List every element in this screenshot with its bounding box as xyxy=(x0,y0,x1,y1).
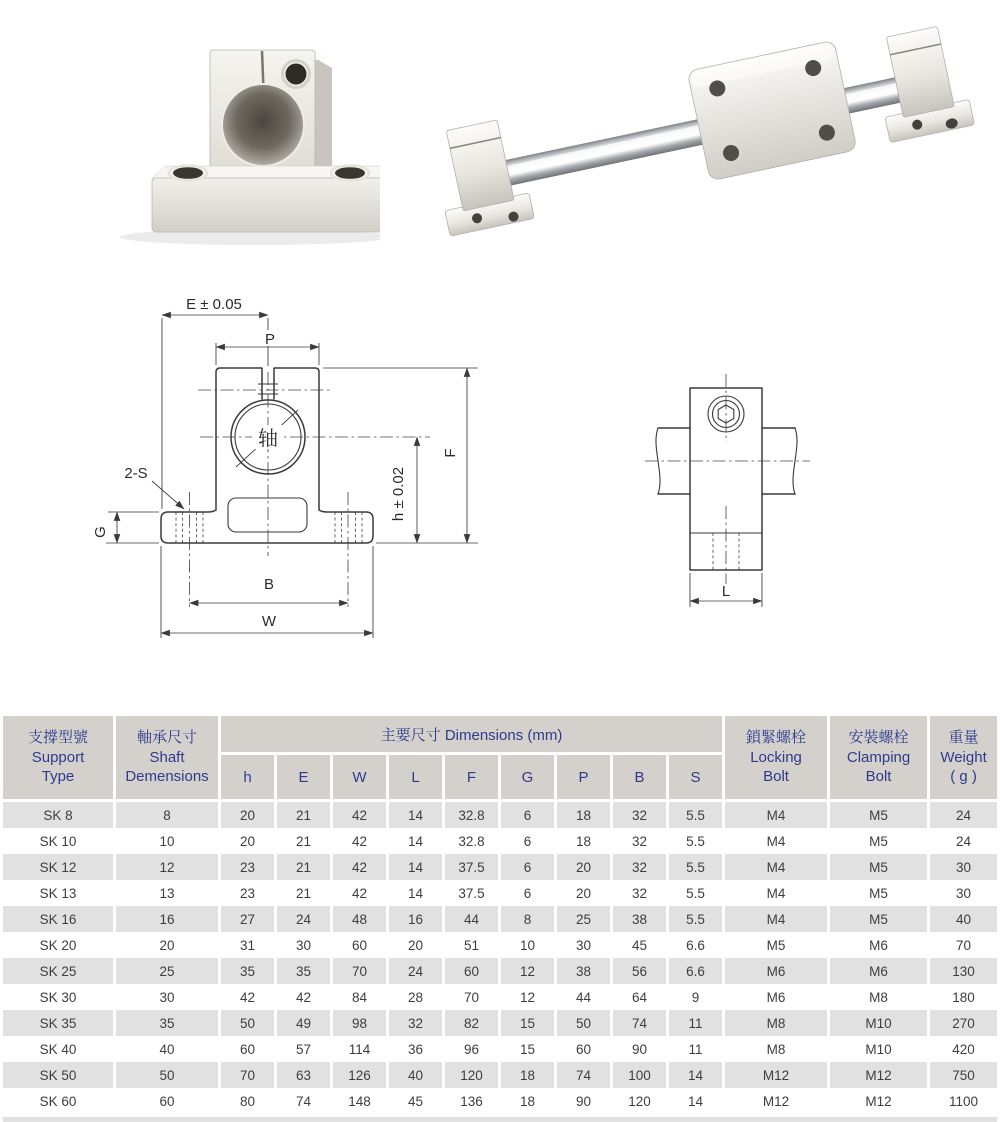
cell-value: 1100 xyxy=(927,1088,997,1114)
cell-value: 6 xyxy=(498,799,554,828)
table-row xyxy=(3,854,997,880)
cell-value: 38 xyxy=(610,906,666,932)
cell-model: SK 35 xyxy=(3,1010,113,1036)
col-header-locking-bolt xyxy=(722,716,827,799)
clamping-en1: Clamping xyxy=(846,748,911,766)
col-header-W: W xyxy=(330,755,386,799)
cell-value: 32 xyxy=(610,854,666,880)
cell-value: 56 xyxy=(610,958,666,984)
cell-value: 24 xyxy=(386,958,442,984)
cell-value: 14 xyxy=(666,1062,722,1088)
cell-value: M5 xyxy=(827,906,927,932)
cell-value: 18 xyxy=(498,1062,554,1088)
cell-value: M6 xyxy=(722,984,827,1010)
cell-value: 31 xyxy=(218,932,274,958)
cell-value: 24 xyxy=(927,828,997,854)
assembly-image xyxy=(400,0,1000,260)
cell-value: M10 xyxy=(827,1036,927,1062)
cell-value: 42 xyxy=(274,984,330,1010)
weight-en2: ( g ) xyxy=(950,768,977,786)
cell-value: 20 xyxy=(218,799,274,828)
cell-value: 20 xyxy=(386,932,442,958)
col-header-S: S xyxy=(666,755,722,799)
cell-value: M4 xyxy=(722,799,827,828)
cell-model: SK 8 xyxy=(3,799,113,828)
cell-value: 60 xyxy=(330,932,386,958)
col-header-L: L xyxy=(386,755,442,799)
cell-value: 74 xyxy=(554,1062,610,1088)
cell-value: 6.6 xyxy=(666,932,722,958)
dim-label-h: h ± 0.02 xyxy=(390,466,407,522)
cell-value: M8 xyxy=(722,1036,827,1062)
cell-value: 42 xyxy=(330,799,386,828)
cell-value: 25 xyxy=(554,906,610,932)
cell-value: 21 xyxy=(274,880,330,906)
cell-value: 420 xyxy=(927,1036,997,1062)
product-photo-assembly xyxy=(400,0,1000,260)
cell-value: M4 xyxy=(722,880,827,906)
table-row xyxy=(3,1010,997,1036)
support-bracket-image xyxy=(60,10,380,250)
cell-value: 49 xyxy=(274,1010,330,1036)
cell-value: 5.5 xyxy=(666,828,722,854)
cell-value: 60 xyxy=(218,1036,274,1062)
weight-zh: 重量 xyxy=(948,729,979,747)
cell-model: SK 16 xyxy=(3,906,113,932)
cell-value: 16 xyxy=(113,906,218,932)
cell-value: 180 xyxy=(927,984,997,1010)
col-header-clamping-bolt xyxy=(827,716,927,799)
cell-value: 20 xyxy=(113,932,218,958)
cell-value: 40 xyxy=(386,1062,442,1088)
shaft-en1: Shaft xyxy=(149,748,185,766)
cell-value: 24 xyxy=(274,906,330,932)
cell-model: SK 10 xyxy=(3,828,113,854)
cell-value: 90 xyxy=(610,1036,666,1062)
cell-value: 30 xyxy=(554,932,610,958)
cell-value: 80 xyxy=(218,1088,274,1114)
cell-value: M5 xyxy=(827,828,927,854)
right-hole-hidden-lines xyxy=(335,512,362,543)
dim-label-2s: 2-S xyxy=(124,465,148,482)
cell-value: M6 xyxy=(827,958,927,984)
cell-value: M4 xyxy=(722,906,827,932)
support-type-zh: 支撐型號 xyxy=(27,729,88,747)
mount-hole-right xyxy=(335,167,365,179)
side-view-svg xyxy=(630,365,830,610)
extension-lines xyxy=(106,318,478,638)
cell-value: 5.5 xyxy=(666,799,722,828)
cell-value: 12 xyxy=(498,958,554,984)
cell-value: 32 xyxy=(610,799,666,828)
cell-value: 30 xyxy=(274,932,330,958)
cell-value: 32 xyxy=(610,828,666,854)
cell-value: 84 xyxy=(330,984,386,1010)
cell-value: 50 xyxy=(554,1010,610,1036)
table-row xyxy=(3,1088,997,1114)
cell-value: 14 xyxy=(666,1088,722,1114)
cell-value: 60 xyxy=(442,958,498,984)
cell-value: 42 xyxy=(330,854,386,880)
col-header-dimensions-group: 主要尺寸 Dimensions (mm) xyxy=(218,716,722,755)
leader-2s xyxy=(152,481,184,509)
cell-value: M5 xyxy=(827,880,927,906)
cell-value: 51 xyxy=(442,932,498,958)
cell-value: 15 xyxy=(498,1036,554,1062)
cell-value: 14 xyxy=(386,799,442,828)
cell-value: 120 xyxy=(442,1062,498,1088)
dim-label-p: P xyxy=(264,331,276,348)
table-row xyxy=(3,880,997,906)
mount-hole-left xyxy=(173,167,203,179)
cell-value: 37.5 xyxy=(442,854,498,880)
cell-model: SK 25 xyxy=(3,958,113,984)
cell-value: 42 xyxy=(330,880,386,906)
cell-value: M8 xyxy=(722,1010,827,1036)
cell-value: 12 xyxy=(113,854,218,880)
cell-value: 35 xyxy=(113,1010,218,1036)
support-type-en1: Support xyxy=(31,748,85,766)
cell-value: 8 xyxy=(498,906,554,932)
cell-value: 44 xyxy=(442,906,498,932)
cell-model: SK 20 xyxy=(3,932,113,958)
cell-value: 40 xyxy=(113,1036,218,1062)
cell-value: M8 xyxy=(827,984,927,1010)
cell-value: 50 xyxy=(113,1062,218,1088)
cell-value: M6 xyxy=(722,958,827,984)
cell-value: 20 xyxy=(218,828,274,854)
cell-value: 100 xyxy=(610,1062,666,1088)
dim-label-e: E ± 0.05 xyxy=(186,296,242,313)
cell-value: 5.5 xyxy=(666,854,722,880)
cell-value: M5 xyxy=(722,932,827,958)
cell-value: 10 xyxy=(498,932,554,958)
front-view-svg xyxy=(85,290,485,650)
cell-value: 14 xyxy=(386,854,442,880)
cell-value: 32 xyxy=(386,1010,442,1036)
cell-value: 32.8 xyxy=(442,828,498,854)
cell-value: M5 xyxy=(827,854,927,880)
cell-value: 82 xyxy=(442,1010,498,1036)
cell-model: SK 30 xyxy=(3,984,113,1010)
side-view-drawing xyxy=(630,365,830,610)
clamping-zh: 安裝螺栓 xyxy=(848,729,909,747)
cell-model: SK 40 xyxy=(3,1036,113,1062)
cell-value: 15 xyxy=(498,1010,554,1036)
cell-value: 98 xyxy=(330,1010,386,1036)
cell-value: 25 xyxy=(113,958,218,984)
table-row xyxy=(3,958,997,984)
base-front-face xyxy=(152,178,380,232)
dim-label-g: G xyxy=(92,526,109,538)
col-header-G: G xyxy=(498,755,554,799)
weight-en1: Weight xyxy=(940,748,987,766)
cell-value: M12 xyxy=(827,1088,927,1114)
dim-label-b: B xyxy=(263,576,275,593)
cell-value: 38 xyxy=(554,958,610,984)
table-row xyxy=(3,984,997,1010)
cell-value: 60 xyxy=(113,1088,218,1114)
cell-value: 60 xyxy=(554,1036,610,1062)
cell-value: 136 xyxy=(442,1088,498,1114)
cell-value: 11 xyxy=(666,1036,722,1062)
cell-value: 35 xyxy=(218,958,274,984)
cell-value: M6 xyxy=(827,932,927,958)
cell-value: 16 xyxy=(386,906,442,932)
cell-value: 70 xyxy=(442,984,498,1010)
locking-en2: Bolt xyxy=(763,768,789,786)
shaft-en2: Demensions xyxy=(125,768,209,786)
cell-value: 96 xyxy=(442,1036,498,1062)
cell-value: 8 xyxy=(113,799,218,828)
table-row xyxy=(3,799,997,828)
col-header-B: B xyxy=(610,755,666,799)
col-header-E: E xyxy=(274,755,330,799)
cell-value: M12 xyxy=(827,1062,927,1088)
cell-value: 750 xyxy=(927,1062,997,1088)
cell-value: 37.5 xyxy=(442,880,498,906)
cell-value: 42 xyxy=(218,984,274,1010)
cell-value: 18 xyxy=(554,799,610,828)
cell-value: M10 xyxy=(827,1010,927,1036)
cell-value: 14 xyxy=(386,828,442,854)
cell-value: 70 xyxy=(927,932,997,958)
dim-label-l: L xyxy=(721,583,731,600)
cell-model: SK 12 xyxy=(3,854,113,880)
dim-label-w: W xyxy=(261,613,277,630)
front-view-drawing xyxy=(85,290,485,650)
cell-value: 30 xyxy=(927,880,997,906)
cell-value: M12 xyxy=(722,1062,827,1088)
cell-model: SK 50 xyxy=(3,1062,113,1088)
cell-value: 12 xyxy=(498,984,554,1010)
cell-value: 63 xyxy=(274,1062,330,1088)
col-header-F: F xyxy=(442,755,498,799)
left-support-body xyxy=(446,120,514,211)
cell-value: 148 xyxy=(330,1088,386,1114)
cell-value: 36 xyxy=(386,1036,442,1062)
shaft-zh: 軸承尺寸 xyxy=(136,729,197,747)
cell-value: M12 xyxy=(722,1088,827,1114)
right-support-body xyxy=(886,26,954,117)
cell-value: 70 xyxy=(218,1062,274,1088)
cell-value: 42 xyxy=(330,828,386,854)
cell-value: 126 xyxy=(330,1062,386,1088)
product-photo-support xyxy=(60,10,380,250)
cell-model: SK 13 xyxy=(3,880,113,906)
locking-zh: 鎖緊螺栓 xyxy=(746,729,807,747)
cell-value: 90 xyxy=(554,1088,610,1114)
table-bottom-strip xyxy=(3,1117,997,1122)
table-row xyxy=(3,1062,997,1088)
cell-value: 114 xyxy=(330,1036,386,1062)
axis-label: 轴 xyxy=(258,428,278,450)
spec-table xyxy=(3,716,997,1114)
cell-value: 10 xyxy=(113,828,218,854)
locking-en1: Locking xyxy=(750,748,802,766)
cell-value: 18 xyxy=(498,1088,554,1114)
col-header-weight xyxy=(927,716,997,799)
cell-value: 5.5 xyxy=(666,906,722,932)
cell-value: 21 xyxy=(274,854,330,880)
table-row xyxy=(3,828,997,854)
cell-value: 50 xyxy=(218,1010,274,1036)
cell-model: SK 60 xyxy=(3,1088,113,1114)
cell-value: 27 xyxy=(218,906,274,932)
cell-value: 21 xyxy=(274,799,330,828)
cell-value: 70 xyxy=(330,958,386,984)
col-header-h: h xyxy=(218,755,274,799)
cell-value: 20 xyxy=(554,880,610,906)
cell-value: 74 xyxy=(274,1088,330,1114)
cell-value: 270 xyxy=(927,1010,997,1036)
dim-label-f: F xyxy=(442,448,459,458)
cell-value: 45 xyxy=(610,932,666,958)
cell-value: 9 xyxy=(666,984,722,1010)
side-hole xyxy=(286,64,307,85)
col-header-P: P xyxy=(554,755,610,799)
cell-value: 130 xyxy=(927,958,997,984)
cell-value: 6 xyxy=(498,880,554,906)
cell-value: 23 xyxy=(218,880,274,906)
cell-value: 5.5 xyxy=(666,880,722,906)
cell-value: 32 xyxy=(610,880,666,906)
table-row xyxy=(3,1036,997,1062)
base-recess xyxy=(228,498,307,532)
cell-value: 6.6 xyxy=(666,958,722,984)
cell-value: 35 xyxy=(274,958,330,984)
spec-table-wrap xyxy=(3,716,997,1114)
cell-value: 23 xyxy=(218,854,274,880)
clamping-en2: Bolt xyxy=(865,768,892,786)
cell-value: 24 xyxy=(927,799,997,828)
cell-value: 28 xyxy=(386,984,442,1010)
cell-value: 74 xyxy=(610,1010,666,1036)
cell-value: 20 xyxy=(554,854,610,880)
cell-value: M4 xyxy=(722,828,827,854)
cell-value: 6 xyxy=(498,828,554,854)
cell-value: 40 xyxy=(927,906,997,932)
col-header-support-type xyxy=(3,716,113,799)
cell-value: M5 xyxy=(827,799,927,828)
cell-value: M4 xyxy=(722,854,827,880)
cell-value: 18 xyxy=(554,828,610,854)
col-header-shaft xyxy=(113,716,218,799)
cell-value: 13 xyxy=(113,880,218,906)
cell-value: 32.8 xyxy=(442,799,498,828)
cell-value: 14 xyxy=(386,880,442,906)
cell-value: 6 xyxy=(498,854,554,880)
cell-value: 30 xyxy=(927,854,997,880)
cell-value: 45 xyxy=(386,1088,442,1114)
cell-value: 30 xyxy=(113,984,218,1010)
cell-value: 44 xyxy=(554,984,610,1010)
cell-value: 64 xyxy=(610,984,666,1010)
table-row xyxy=(3,906,997,932)
cell-value: 11 xyxy=(666,1010,722,1036)
support-type-en2: Type xyxy=(41,768,75,786)
cell-value: 48 xyxy=(330,906,386,932)
cell-value: 120 xyxy=(610,1088,666,1114)
table-row xyxy=(3,932,997,958)
cell-value: 57 xyxy=(274,1036,330,1062)
cell-value: 21 xyxy=(274,828,330,854)
